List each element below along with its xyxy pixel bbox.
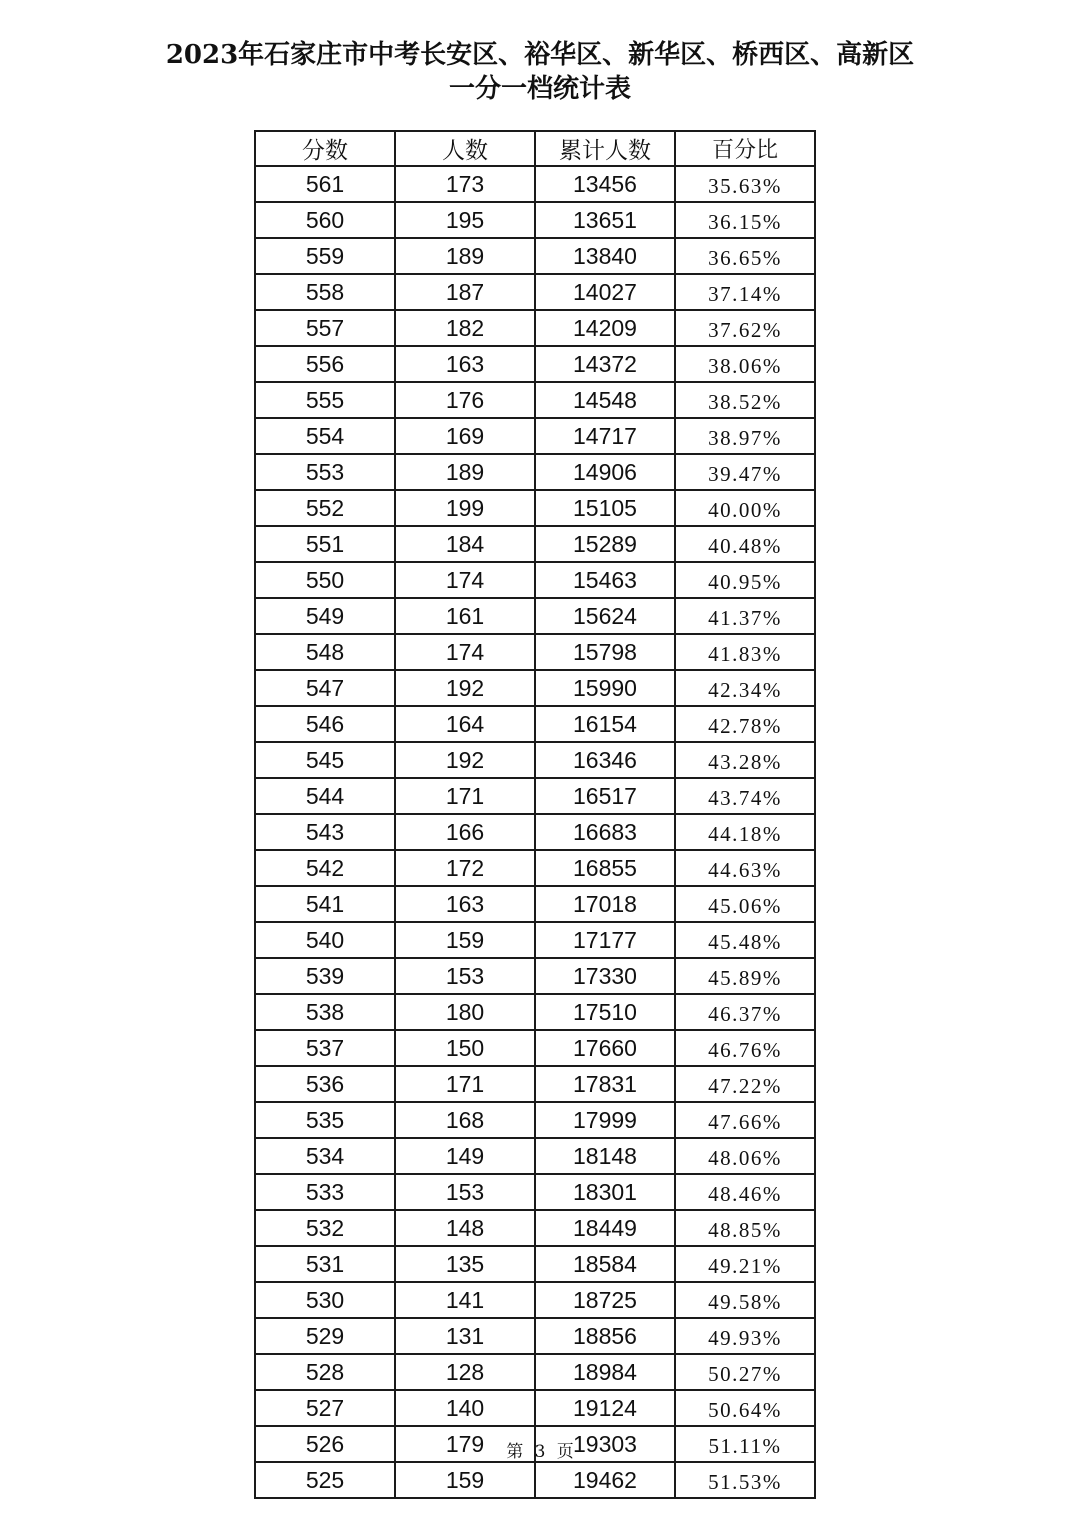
count-cell: 192 — [395, 742, 535, 778]
score-cell: 547 — [255, 670, 395, 706]
percentage-cell: 45.48% — [675, 922, 815, 958]
count-cell: 168 — [395, 1102, 535, 1138]
score-cell: 542 — [255, 850, 395, 886]
percentage-cell: 44.18% — [675, 814, 815, 850]
count-cell: 199 — [395, 490, 535, 526]
percentage-cell: 51.11% — [675, 1426, 815, 1462]
score-cell: 554 — [255, 418, 395, 454]
score-cell: 556 — [255, 346, 395, 382]
percentage-cell: 47.66% — [675, 1102, 815, 1138]
percentage-cell: 42.78% — [675, 706, 815, 742]
table-row — [255, 922, 815, 958]
percentage-cell: 49.58% — [675, 1282, 815, 1318]
percentage-cell: 36.15% — [675, 202, 815, 238]
count-cell: 159 — [395, 1462, 535, 1498]
count-cell: 131 — [395, 1318, 535, 1354]
score-cell: 525 — [255, 1462, 395, 1498]
score-distribution-table — [254, 130, 816, 1499]
cumulative-cell: 15798 — [535, 634, 675, 670]
table-row — [255, 1282, 815, 1318]
table-row — [255, 1030, 815, 1066]
score-cell: 536 — [255, 1066, 395, 1102]
count-cell: 153 — [395, 1174, 535, 1210]
table-row — [255, 1246, 815, 1282]
count-cell: 166 — [395, 814, 535, 850]
score-cell: 550 — [255, 562, 395, 598]
count-cell: 176 — [395, 382, 535, 418]
count-cell: 149 — [395, 1138, 535, 1174]
count-cell: 159 — [395, 922, 535, 958]
count-cell: 163 — [395, 346, 535, 382]
table-row — [255, 1318, 815, 1354]
count-cell: 180 — [395, 994, 535, 1030]
count-cell: 182 — [395, 310, 535, 346]
score-cell: 561 — [255, 166, 395, 202]
count-cell: 179 — [395, 1426, 535, 1462]
cumulative-cell: 16154 — [535, 706, 675, 742]
percentage-cell: 40.95% — [675, 562, 815, 598]
table-row — [255, 958, 815, 994]
score-cell: 553 — [255, 454, 395, 490]
score-cell: 560 — [255, 202, 395, 238]
table-row — [255, 202, 815, 238]
table-row — [255, 346, 815, 382]
cumulative-cell: 19124 — [535, 1390, 675, 1426]
percentage-cell: 37.62% — [675, 310, 815, 346]
table-row — [255, 886, 815, 922]
count-cell: 189 — [395, 454, 535, 490]
score-cell: 543 — [255, 814, 395, 850]
page-subtitle: 一分一档统计表 — [448, 74, 631, 104]
score-cell: 533 — [255, 1174, 395, 1210]
score-cell: 545 — [255, 742, 395, 778]
percentage-cell: 49.21% — [675, 1246, 815, 1282]
page-number: 第 3 页 — [506, 1442, 574, 1462]
table-row — [255, 1210, 815, 1246]
percentage-cell: 41.37% — [675, 598, 815, 634]
cumulative-cell: 13651 — [535, 202, 675, 238]
table-row — [255, 670, 815, 706]
column-header-score: 分数 — [255, 131, 395, 166]
cumulative-cell: 18584 — [535, 1246, 675, 1282]
cumulative-cell: 17177 — [535, 922, 675, 958]
score-cell: 540 — [255, 922, 395, 958]
percentage-cell: 38.06% — [675, 346, 815, 382]
percentage-cell: 48.06% — [675, 1138, 815, 1174]
cumulative-cell: 14717 — [535, 418, 675, 454]
percentage-cell: 47.22% — [675, 1066, 815, 1102]
cumulative-cell: 14548 — [535, 382, 675, 418]
score-cell: 537 — [255, 1030, 395, 1066]
cumulative-cell: 15463 — [535, 562, 675, 598]
table-row — [255, 742, 815, 778]
percentage-cell: 46.37% — [675, 994, 815, 1030]
cumulative-cell: 15289 — [535, 526, 675, 562]
score-cell: 541 — [255, 886, 395, 922]
percentage-cell: 50.27% — [675, 1354, 815, 1390]
percentage-cell: 43.28% — [675, 742, 815, 778]
table-row — [255, 310, 815, 346]
score-cell: 558 — [255, 274, 395, 310]
count-cell: 163 — [395, 886, 535, 922]
cumulative-cell: 14906 — [535, 454, 675, 490]
count-cell: 153 — [395, 958, 535, 994]
percentage-cell: 41.83% — [675, 634, 815, 670]
score-cell: 538 — [255, 994, 395, 1030]
table-row — [255, 1354, 815, 1390]
score-cell: 529 — [255, 1318, 395, 1354]
score-cell: 557 — [255, 310, 395, 346]
cumulative-cell: 14372 — [535, 346, 675, 382]
count-cell: 140 — [395, 1390, 535, 1426]
count-cell: 172 — [395, 850, 535, 886]
count-cell: 141 — [395, 1282, 535, 1318]
cumulative-cell: 13456 — [535, 166, 675, 202]
score-cell: 551 — [255, 526, 395, 562]
score-cell: 535 — [255, 1102, 395, 1138]
count-cell: 169 — [395, 418, 535, 454]
count-cell: 195 — [395, 202, 535, 238]
score-cell: 527 — [255, 1390, 395, 1426]
percentage-cell: 50.64% — [675, 1390, 815, 1426]
table-header-row — [255, 131, 815, 166]
table-row — [255, 454, 815, 490]
count-cell: 171 — [395, 1066, 535, 1102]
percentage-cell: 45.06% — [675, 886, 815, 922]
score-cell: 559 — [255, 238, 395, 274]
score-cell: 531 — [255, 1246, 395, 1282]
percentage-cell: 38.97% — [675, 418, 815, 454]
cumulative-cell: 19462 — [535, 1462, 675, 1498]
count-cell: 192 — [395, 670, 535, 706]
table-row — [255, 1390, 815, 1426]
cumulative-cell: 15990 — [535, 670, 675, 706]
count-cell: 189 — [395, 238, 535, 274]
cumulative-cell: 14027 — [535, 274, 675, 310]
table-row — [255, 1102, 815, 1138]
percentage-cell: 35.63% — [675, 166, 815, 202]
table-row — [255, 1066, 815, 1102]
percentage-cell: 48.85% — [675, 1210, 815, 1246]
count-cell: 128 — [395, 1354, 535, 1390]
percentage-cell: 39.47% — [675, 454, 815, 490]
count-cell: 174 — [395, 634, 535, 670]
table-row — [255, 1138, 815, 1174]
cumulative-cell: 16517 — [535, 778, 675, 814]
cumulative-cell: 16683 — [535, 814, 675, 850]
cumulative-cell: 18301 — [535, 1174, 675, 1210]
table-row — [255, 706, 815, 742]
cumulative-cell: 18148 — [535, 1138, 675, 1174]
score-cell: 532 — [255, 1210, 395, 1246]
cumulative-cell: 18449 — [535, 1210, 675, 1246]
count-cell: 135 — [395, 1246, 535, 1282]
cumulative-cell: 17510 — [535, 994, 675, 1030]
cumulative-cell: 13840 — [535, 238, 675, 274]
cumulative-cell: 15624 — [535, 598, 675, 634]
table-row — [255, 490, 815, 526]
table-row — [255, 382, 815, 418]
cumulative-cell: 19303 — [535, 1426, 675, 1462]
score-cell: 534 — [255, 1138, 395, 1174]
cumulative-cell: 18725 — [535, 1282, 675, 1318]
table-row — [255, 598, 815, 634]
page-title: 2023年石家庄市中考长安区、裕华区、新华区、桥西区、高新区 — [165, 40, 915, 70]
score-cell: 552 — [255, 490, 395, 526]
percentage-cell: 43.74% — [675, 778, 815, 814]
cumulative-cell: 17660 — [535, 1030, 675, 1066]
percentage-cell: 42.34% — [675, 670, 815, 706]
count-cell: 184 — [395, 526, 535, 562]
score-cell: 548 — [255, 634, 395, 670]
cumulative-cell: 18984 — [535, 1354, 675, 1390]
percentage-cell: 44.63% — [675, 850, 815, 886]
percentage-cell: 46.76% — [675, 1030, 815, 1066]
table-body — [255, 166, 815, 1498]
table-row — [255, 274, 815, 310]
percentage-cell: 48.46% — [675, 1174, 815, 1210]
count-cell: 173 — [395, 166, 535, 202]
percentage-cell: 40.00% — [675, 490, 815, 526]
count-cell: 174 — [395, 562, 535, 598]
table-row — [255, 634, 815, 670]
table-row — [255, 1174, 815, 1210]
score-cell: 526 — [255, 1426, 395, 1462]
table-row — [255, 1462, 815, 1498]
column-header-cumulative: 累计人数 — [535, 131, 675, 166]
count-cell: 150 — [395, 1030, 535, 1066]
score-cell: 546 — [255, 706, 395, 742]
cumulative-cell: 15105 — [535, 490, 675, 526]
percentage-cell: 40.48% — [675, 526, 815, 562]
score-cell: 539 — [255, 958, 395, 994]
cumulative-cell: 18856 — [535, 1318, 675, 1354]
table-row — [255, 526, 815, 562]
score-cell: 544 — [255, 778, 395, 814]
column-header-percentage: 百分比 — [675, 131, 815, 166]
column-header-count: 人数 — [395, 131, 535, 166]
table-row — [255, 238, 815, 274]
table-row — [255, 166, 815, 202]
score-cell: 555 — [255, 382, 395, 418]
table-row — [255, 418, 815, 454]
cumulative-cell: 14209 — [535, 310, 675, 346]
percentage-cell: 51.53% — [675, 1462, 815, 1498]
table-row — [255, 994, 815, 1030]
score-cell: 549 — [255, 598, 395, 634]
score-cell: 528 — [255, 1354, 395, 1390]
count-cell: 161 — [395, 598, 535, 634]
cumulative-cell: 17330 — [535, 958, 675, 994]
percentage-cell: 45.89% — [675, 958, 815, 994]
table-row — [255, 778, 815, 814]
cumulative-cell: 16346 — [535, 742, 675, 778]
cumulative-cell: 17018 — [535, 886, 675, 922]
cumulative-cell: 17831 — [535, 1066, 675, 1102]
percentage-cell: 38.52% — [675, 382, 815, 418]
table-row — [255, 562, 815, 598]
table-row — [255, 850, 815, 886]
count-cell: 164 — [395, 706, 535, 742]
cumulative-cell: 17999 — [535, 1102, 675, 1138]
cumulative-cell: 16855 — [535, 850, 675, 886]
percentage-cell: 49.93% — [675, 1318, 815, 1354]
percentage-cell: 36.65% — [675, 238, 815, 274]
score-cell: 530 — [255, 1282, 395, 1318]
count-cell: 171 — [395, 778, 535, 814]
table-row — [255, 814, 815, 850]
count-cell: 187 — [395, 274, 535, 310]
count-cell: 148 — [395, 1210, 535, 1246]
percentage-cell: 37.14% — [675, 274, 815, 310]
